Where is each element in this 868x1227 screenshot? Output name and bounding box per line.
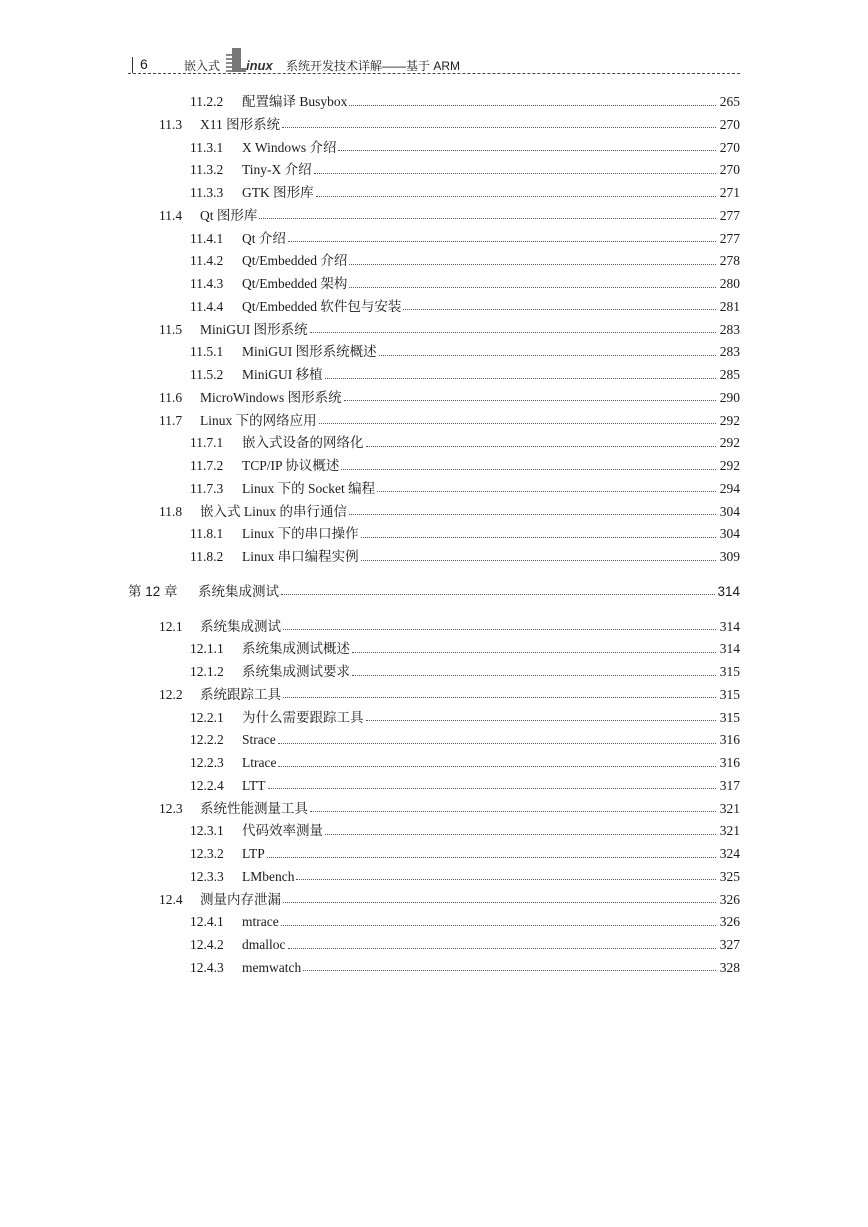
toc-entry-page: 327 — [719, 937, 740, 952]
toc-subsection-entry[interactable] — [190, 273, 740, 295]
toc-entry-number: 11.4.1 — [190, 230, 224, 246]
toc-entry-page: 285 — [719, 367, 740, 382]
dot-leader — [361, 537, 716, 538]
toc-entry-page: 316 — [719, 755, 740, 770]
toc-entry-number: 12.2.2 — [190, 732, 224, 748]
dot-leader — [366, 446, 717, 447]
dot-leader — [268, 788, 717, 789]
toc-section-entry[interactable] — [159, 410, 740, 432]
toc-entry-number: 11.5.1 — [190, 344, 224, 360]
dot-leader — [325, 834, 716, 835]
toc-entry-title: MicroWindows 图形系统 — [200, 389, 342, 405]
toc-entry-number: 12.2.4 — [190, 777, 224, 793]
toc-entry-number: 11.8.1 — [190, 526, 224, 542]
dot-leader — [314, 173, 716, 174]
toc-entry-page: 315 — [719, 664, 740, 679]
toc-entry-page: 277 — [719, 207, 740, 223]
toc-entry-title: 系统集成测试要求 — [242, 664, 350, 679]
dot-leader — [352, 675, 716, 676]
linux-logo — [225, 48, 285, 74]
toc-chapter-entry[interactable] — [128, 581, 740, 603]
toc-entry-page: 304 — [719, 503, 740, 519]
toc-section-entry[interactable] — [159, 798, 740, 820]
toc-entry-title: LTT — [242, 777, 266, 793]
toc-subsection-entry[interactable] — [190, 182, 740, 204]
toc-entry-number: 12.3.3 — [190, 868, 224, 884]
toc-entry-number: 12.4 — [159, 891, 183, 907]
toc-entry-page: 270 — [719, 139, 740, 155]
toc-section-entry[interactable] — [159, 684, 740, 706]
toc-subsection-entry[interactable] — [190, 341, 740, 363]
toc-entry-title: MiniGUI 图形系统概述 — [242, 344, 377, 360]
toc-entry-page: 304 — [719, 526, 740, 542]
page-number: 6 — [140, 56, 148, 72]
toc-subsection-entry[interactable] — [190, 159, 740, 181]
dot-leader — [278, 743, 716, 744]
book-title: 系统开发技术详解——基于 ARM — [286, 59, 461, 73]
toc-entry-page: 290 — [719, 389, 740, 405]
dot-leader — [403, 309, 716, 310]
dot-leader — [379, 355, 716, 356]
toc-entry-title: 配置编译 Busybox — [242, 94, 348, 109]
toc-entry-number: 12.4.2 — [190, 937, 224, 952]
toc-entry-number: 12.4.3 — [190, 959, 224, 975]
toc-subsection-entry[interactable] — [190, 707, 740, 729]
toc-section-entry[interactable] — [159, 319, 740, 341]
toc-entry-page: 283 — [719, 321, 740, 337]
toc-entry-number: 11.7.3 — [190, 480, 224, 496]
toc-entry-number: 11.6 — [159, 389, 183, 405]
toc-entry-number: 12.1 — [159, 618, 183, 634]
dot-leader — [344, 400, 716, 401]
dot-leader — [316, 196, 716, 197]
toc-entry-title: LTP — [242, 846, 265, 861]
toc-subsection-entry[interactable] — [190, 934, 740, 956]
toc-subsection-entry[interactable] — [190, 752, 740, 774]
toc-section-entry[interactable] — [159, 205, 740, 227]
toc-entry-number: 12.1.1 — [190, 641, 224, 657]
toc-entry-page: 265 — [719, 94, 740, 109]
toc-entry-page: 325 — [719, 868, 740, 884]
toc-entry-page: 281 — [719, 298, 740, 314]
dot-leader — [366, 720, 717, 721]
toc-entry-title: 嵌入式 Linux 的串行通信 — [200, 503, 347, 519]
toc-subsection-entry[interactable] — [190, 523, 740, 545]
toc-entry-title: 系统性能测量工具 — [200, 800, 308, 816]
toc-entry-number: 11.3.2 — [190, 162, 224, 178]
toc-entry-number: 11.4.4 — [190, 298, 224, 314]
toc-entry-page: 321 — [719, 823, 740, 839]
toc-subsection-entry[interactable] — [190, 478, 740, 500]
toc-section-entry[interactable] — [159, 616, 740, 638]
toc-entry-number: 12.4.1 — [190, 914, 224, 930]
toc-entry-title: LMbench — [242, 868, 295, 884]
dot-leader — [283, 629, 716, 630]
toc-entry-page: 292 — [719, 458, 740, 473]
dot-leader — [349, 287, 716, 288]
toc-entry-number: 11.7 — [159, 412, 183, 428]
toc-entry-page: 292 — [719, 412, 740, 428]
toc-entry-page: 314 — [719, 618, 740, 634]
toc-entry-number: 11.5.2 — [190, 367, 224, 382]
toc-subsection-entry[interactable] — [190, 364, 740, 386]
toc-entry-title: 为什么需要跟踪工具 — [242, 709, 364, 725]
toc-entry-title: Linux 下的串口操作 — [242, 526, 359, 542]
toc-entry-number: 12.2.3 — [190, 755, 224, 770]
toc-entry-number: 11.4.3 — [190, 276, 224, 291]
toc-entry-page: 315 — [719, 686, 740, 702]
toc-entry-title: dmalloc — [242, 937, 286, 952]
toc-entry-title: Ltrace — [242, 755, 277, 770]
toc-entry-number: 12.2 — [159, 686, 183, 702]
toc-entry-page: 271 — [719, 185, 740, 200]
toc-entry-page: 283 — [719, 344, 740, 360]
toc-entry-number: 11.3 — [159, 116, 183, 132]
toc-subsection-entry[interactable] — [190, 866, 740, 888]
toc-subsection-entry[interactable] — [190, 432, 740, 454]
toc-subsection-entry[interactable] — [190, 250, 740, 272]
toc-entry-title: 嵌入式设备的网络化 — [242, 435, 364, 451]
toc-entry-title: Qt 图形库 — [200, 207, 258, 223]
dot-leader — [352, 652, 716, 653]
dot-leader — [278, 766, 716, 767]
toc-entry-title: mtrace — [242, 914, 279, 930]
toc-entry-page: 270 — [719, 162, 740, 178]
dot-leader — [303, 970, 716, 971]
toc-entry-page: 314 — [717, 583, 740, 599]
toc-entry-title: 系统集成测试概述 — [242, 641, 350, 657]
toc-entry-number: 11.8 — [159, 503, 183, 519]
dot-leader — [288, 948, 717, 949]
toc-entry-title: 代码效率测量 — [242, 823, 323, 839]
toc-entry-title: Qt 介绍 — [242, 230, 286, 246]
toc-subsection-entry[interactable] — [190, 820, 740, 842]
dot-leader — [325, 378, 716, 379]
toc-entry-title: Linux 串口编程实例 — [242, 549, 359, 564]
toc-subsection-entry[interactable] — [190, 729, 740, 751]
toc-entry-title: Tiny-X 介绍 — [242, 162, 312, 178]
toc-entry-number: 11.3.3 — [190, 185, 224, 200]
dot-leader — [288, 241, 716, 242]
toc-entry-number: 12.1.2 — [190, 664, 224, 679]
toc-entry-title: MiniGUI 移植 — [242, 367, 323, 382]
toc-entry-number: 11.7.1 — [190, 435, 224, 451]
toc-entry-title: 测量内存泄漏 — [200, 891, 281, 907]
toc-entry-number: 12.3.2 — [190, 846, 224, 861]
toc-entry-title: Linux 下的网络应用 — [200, 412, 317, 428]
toc-entry-page: 309 — [719, 549, 740, 564]
toc-entry-page: 280 — [719, 276, 740, 291]
dot-leader — [341, 469, 716, 470]
toc-entry-page: 292 — [719, 435, 740, 451]
toc-entry-title: 系统集成测试 — [198, 583, 279, 599]
dot-leader — [283, 697, 716, 698]
toc-entry-number: 11.3.1 — [190, 139, 224, 155]
toc-entry-page: 326 — [719, 891, 740, 907]
toc-entry-title: Linux 下的 Socket 编程 — [242, 480, 376, 496]
toc-subsection-entry[interactable] — [190, 137, 740, 159]
toc-entry-number: 11.4 — [159, 207, 183, 223]
toc-entry-number: 12.3.1 — [190, 823, 224, 839]
dot-leader — [310, 332, 716, 333]
toc-subsection-entry[interactable] — [190, 957, 740, 979]
toc-entry-title: Qt/Embedded 介绍 — [242, 253, 348, 269]
dot-leader — [283, 902, 716, 903]
dot-leader — [349, 514, 716, 515]
toc-entry-page: 314 — [719, 641, 740, 657]
toc-subsection-entry[interactable] — [190, 296, 740, 318]
toc-entry-title: 系统跟踪工具 — [200, 686, 281, 702]
header-divider — [132, 57, 133, 73]
toc-subsection-entry[interactable] — [190, 91, 740, 113]
toc-entry-number: 11.4.2 — [190, 253, 224, 269]
toc-entry-number: 11.8.2 — [190, 549, 224, 564]
toc-entry-page: 315 — [719, 709, 740, 725]
toc-entry-number: 11.7.2 — [190, 458, 224, 473]
toc-entry-title: X Windows 介绍 — [242, 139, 337, 155]
dot-leader — [267, 857, 716, 858]
toc-subsection-entry[interactable] — [190, 228, 740, 250]
logo-text: inux — [246, 58, 273, 73]
toc-section-entry[interactable] — [159, 114, 740, 136]
dot-leader — [282, 127, 716, 128]
dot-leader — [377, 491, 716, 492]
toc-entry-title: MiniGUI 图形系统 — [200, 321, 308, 337]
toc-subsection-entry[interactable] — [190, 455, 740, 477]
toc-entry-title: Qt/Embedded 架构 — [242, 276, 348, 291]
toc-entry-title: GTK 图形库 — [242, 185, 314, 200]
toc-subsection-entry[interactable] — [190, 775, 740, 797]
toc-section-entry[interactable] — [159, 889, 740, 911]
toc-entry-page: 270 — [719, 116, 740, 132]
toc-section-entry[interactable] — [159, 387, 740, 409]
toc-entry-title: TCP/IP 协议概述 — [242, 458, 340, 473]
toc-entry-title: Strace — [242, 732, 276, 748]
dot-leader — [281, 925, 716, 926]
dot-leader — [361, 560, 716, 561]
dot-leader — [310, 811, 716, 812]
toc-entry-number: 12.2.1 — [190, 709, 224, 725]
dot-leader — [349, 105, 716, 106]
toc-subsection-entry[interactable] — [190, 638, 740, 660]
header-rule — [128, 73, 740, 74]
toc-entry-page: 324 — [719, 846, 740, 861]
dot-leader — [338, 150, 716, 151]
toc-entry-title: 系统集成测试 — [200, 618, 281, 634]
toc-subsection-entry[interactable] — [190, 661, 740, 683]
toc-subsection-entry[interactable] — [190, 843, 740, 865]
toc-entry-number: 11.2.2 — [190, 94, 224, 109]
dot-leader — [259, 218, 716, 219]
toc-entry-page: 278 — [719, 253, 740, 269]
dot-leader — [281, 594, 715, 595]
toc-entry-number: 12.3 — [159, 800, 183, 816]
toc-entry-number: 11.5 — [159, 321, 183, 337]
header-prefix: 嵌入式 — [184, 59, 221, 73]
toc-entry-page: 328 — [719, 959, 740, 975]
running-header — [128, 54, 740, 76]
toc-section-entry[interactable] — [159, 501, 740, 523]
toc-entry-page: 277 — [719, 230, 740, 246]
toc-entry-title: memwatch — [242, 959, 302, 975]
toc-entry-number: 第 12 章 — [128, 583, 178, 599]
toc-entry-title: X11 图形系统 — [200, 116, 281, 132]
toc-entry-page: 321 — [719, 800, 740, 816]
toc-entry-page: 316 — [719, 732, 740, 748]
dot-leader — [319, 423, 716, 424]
toc-subsection-entry[interactable] — [190, 546, 740, 568]
toc-entry-title: Qt/Embedded 软件包与安装 — [242, 298, 402, 314]
toc-entry-page: 317 — [719, 777, 740, 793]
toc-entry-page: 326 — [719, 914, 740, 930]
toc-entry-page: 294 — [719, 480, 740, 496]
toc-subsection-entry[interactable] — [190, 911, 740, 933]
dot-leader — [349, 264, 716, 265]
dot-leader — [296, 879, 716, 880]
